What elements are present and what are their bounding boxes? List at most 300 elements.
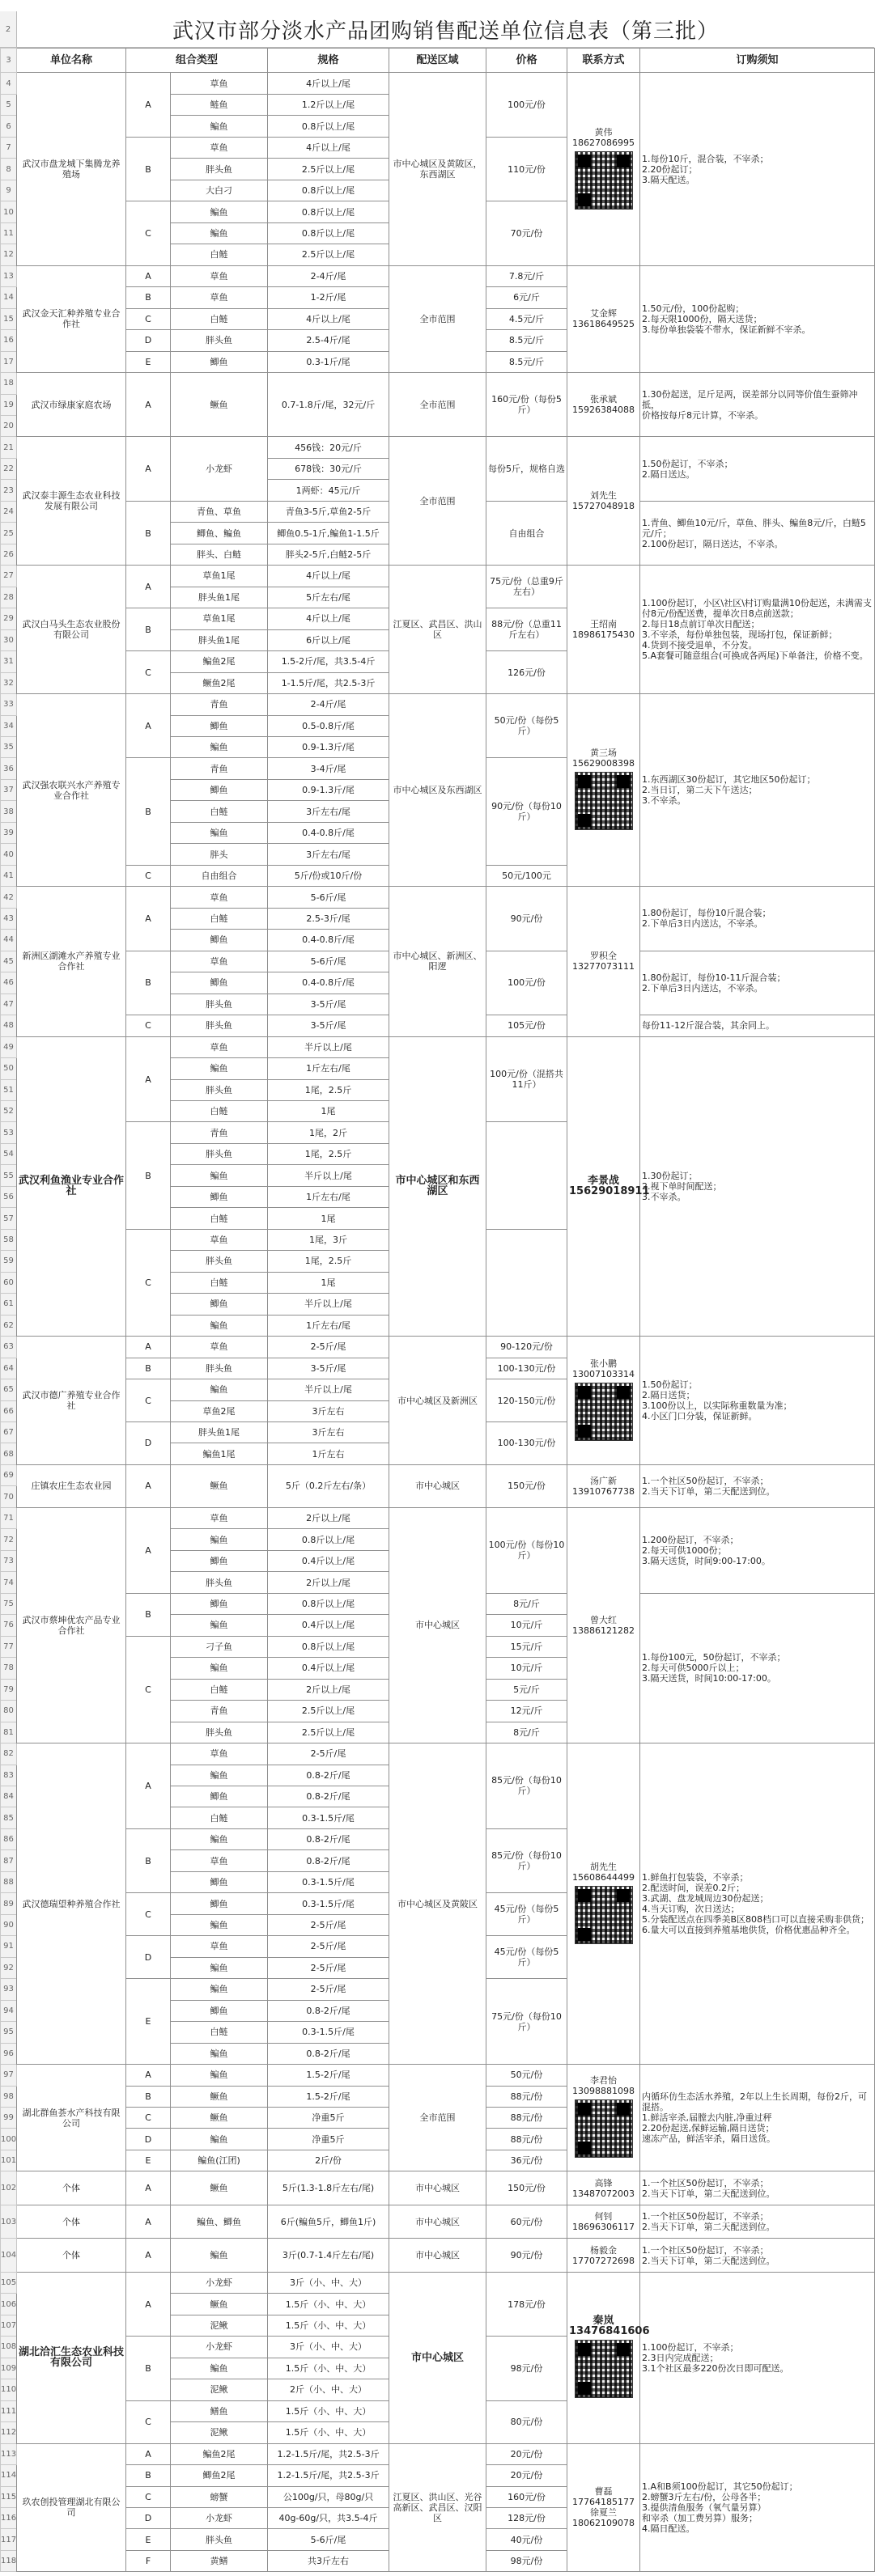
combo-type: A [126,2239,171,2272]
spec: 3斤(0.7-1.4斤左右/尾) [268,2239,389,2272]
contact: 秦岚 13476841606 [567,2272,640,2443]
spec: 胖头2-5斤,白鲢2-5斤 [268,544,389,565]
unit-name: 湖北群鱼荟水产科技有限公司 [17,2065,126,2171]
fish-type: 小龙虾 [171,437,268,501]
fish-type: 鳜鱼2尾 [171,672,268,693]
combo-type: C [126,1229,171,1336]
price: 150元/份 [486,1464,567,1507]
spec: 3-4斤/尾 [268,758,389,779]
spec: 1尾，2斤 [268,1122,389,1143]
unit-name: 个体 [17,2205,126,2238]
row-number: 36 [1,758,17,779]
fish-type: 草鱼 [171,1229,268,1250]
fish-type: 鳊鱼(江团) [171,2150,268,2171]
row-number: 46 [1,972,17,994]
row-number: 22 [1,458,17,479]
delivery-area: 市中心城区、新洲区、阳逻 [389,887,486,1036]
order-notes: 每份11-12斤混合装，其余同上。 [640,1015,875,1036]
combo-type: B [126,1593,171,1636]
sheet-title: 武汉市部分淡水产品团购销售配送单位信息表（第三批） [172,19,719,44]
combo-type: C [126,308,171,329]
title-row [0,11,874,48]
spec: 3-5斤/尾 [268,1015,389,1036]
combo-type: B [126,2465,171,2486]
row-number: 73 [1,1550,17,1571]
row-number: 53 [1,1122,17,1143]
spec: 1斤左右/尾 [268,1058,389,1079]
spec: 2斤以上/尾 [268,1507,389,1528]
row-number: 40 [1,844,17,865]
spec: 0.3-1.5斤/尾 [268,2022,389,2043]
price: 90-120元/份 [486,1337,567,1358]
spec: 2-5斤/尾 [268,1914,389,1935]
combo-type: A [126,694,171,758]
combo-type: C [126,2400,171,2443]
unit-name: 武汉泰丰源生态农业科技发展有限公司 [17,437,126,566]
column-header: 订购须知 [640,49,875,73]
contact: 张小鹏 13007103314 [567,1337,640,1465]
combo-type: C [126,1379,171,1422]
table-row [1,373,875,394]
price: 178元/份 [486,2272,567,2336]
spec: 1.5-2斤/尾 [268,2086,389,2107]
row-number: 50 [1,1058,17,1079]
row-number: 60 [1,1272,17,1293]
contact: 刘先生 15727048918 [567,437,640,566]
row-number: 118 [1,2550,17,2571]
delivery-area: 全市范围 [389,265,486,372]
delivery-area: 全市范围 [389,373,486,437]
fish-type: 胖头鱼 [171,1015,268,1036]
table-row [1,1337,875,1358]
row-number: 103 [1,2205,17,2238]
combo-type: C [126,865,171,886]
fish-type: 胖头鱼 [171,1251,268,1272]
spec: 2.5斤以上/尾 [268,159,389,180]
combo-type: A [126,1743,171,1829]
row-number: 31 [1,651,17,672]
row-number: 113 [1,2443,17,2464]
price: 88元/份 [486,2108,567,2129]
fish-type: 胖头鱼 [171,1079,268,1100]
row-number: 16 [1,330,17,351]
spec: 1尾 [268,1100,389,1121]
spec: 0.8-2斤/尾 [268,1828,389,1849]
row-number: 54 [1,1143,17,1164]
row-number: 17 [1,351,17,372]
fish-type: 胖头鱼 [171,1143,268,1164]
spec: 1.5-2斤/尾 [268,2065,389,2086]
fish-type: 草鱼1尾 [171,608,268,629]
spec: 0.8-2斤/尾 [268,2000,389,2021]
combo-type: B [126,1358,171,1379]
spec: 2-5斤/尾 [268,1743,389,1765]
row-number: 114 [1,2465,17,2486]
row-number: 112 [1,2422,17,2443]
spec: 1-2斤/尾 [268,287,389,308]
spec: 1.5斤（小、中、大） [268,2400,389,2421]
spec: 2-5斤/尾 [268,1957,389,1978]
row-number: 91 [1,1936,17,1957]
order-notes: 1.50份起订； 2.隔日送货； 3.100份以上，以实际称重数量为准； 4.小区门口分装，保证新鲜。 [640,1337,875,1465]
fish-type: 鲫鱼 [171,351,268,372]
spec: 2.5斤以上/尾 [268,1701,389,1722]
fish-type: 小龙虾 [171,2507,268,2528]
price: 100-130元/份 [486,1358,567,1379]
row-number: 110 [1,2379,17,2400]
fish-type: 鳊鱼、鲫鱼 [171,2205,268,2238]
fish-type: 泥鳅 [171,2315,268,2336]
row-number: 23 [1,480,17,501]
table-row [1,265,875,286]
contact: 杨毅金 17707272698 [567,2239,640,2272]
row-number: 108 [1,2337,17,2358]
order-notes: 内循环仿生态活水养殖，2年以上生长周期，每份2斤，可混搭。 1.鲜活宰杀,届膛去内脏,净重过秤 2.20份起送,保鲜运输,隔日送货； 速冻产品，鲜活宰杀，隔日送货。 [640,2065,875,2171]
fish-type: 青鱼 [171,758,268,779]
price: 75元/份（总重9斤左右） [486,566,567,608]
price: 自由组合 [486,501,567,565]
order-notes: 1.80份起订，每份10斤混合装； 2.下单后3日内送达，不宰杀。 [640,887,875,951]
combo-type: E [126,2529,171,2550]
spec: 1.2斤以上/尾 [268,94,389,115]
fish-type: 鲫鱼 [171,715,268,736]
row-number: 29 [1,608,17,629]
row-number: 21 [1,437,17,458]
fish-type: 鳊鱼 [171,2065,268,2086]
fish-type: 鳊鱼 [171,2043,268,2064]
price: 100-130元/份 [486,1422,567,1465]
spec: 0.8斤以上/尾 [268,1636,389,1657]
spec: 1-1.5斤/尾，共2.5-3斤 [268,672,389,693]
unit-name: 武汉金天汇种养殖专业合作社 [17,265,126,372]
fish-type: 白鲢 [171,1272,268,1293]
combo-type: E [126,2150,171,2171]
fish-type: 鳊鱼 [171,1165,268,1186]
combo-type: C [126,2108,171,2129]
combo-type: B [126,1122,171,1229]
contact: 张承斌 15926384088 [567,373,640,437]
row-number: 34 [1,715,17,736]
delivery-area: 江夏区、武昌区、洪山区 [389,566,486,694]
row-number: 66 [1,1400,17,1421]
fish-type: 鳜鱼 [171,2294,268,2315]
row-number: 33 [1,694,17,715]
fish-type: 白鲢 [171,801,268,822]
spec: 鲫鱼0.5-1斤,鳊鱼1-1.5斤 [268,523,389,544]
fish-type: 鲫鱼 [171,1294,268,1315]
row-number: 77 [1,1636,17,1657]
table-row [1,2065,875,2086]
fish-type: 白鲢 [171,1807,268,1828]
combo-type: A [126,887,171,951]
row-number: 106 [1,2294,17,2315]
order-notes: 1.一个社区50份起订，不宰杀； 2.当天下订单，第二天配送到位。 [640,2205,875,2238]
row-number: 62 [1,1315,17,1336]
spec: 1两虾：45元/斤 [268,480,389,501]
price: 8元/斤 [486,1593,567,1614]
spec: 1尾 [268,1272,389,1293]
price: 5元/斤 [486,1679,567,1700]
spec: 2斤/份 [268,2150,389,2171]
table-row [1,49,875,73]
row-number: 89 [1,1893,17,1914]
fish-type: 鳜鱼 [171,373,268,437]
fish-type: 白鲢 [171,1100,268,1121]
price: 128元/份 [486,2507,567,2528]
fish-type: 青鱼 [171,1122,268,1143]
row-number: 7 [1,137,17,158]
row-number: 95 [1,2022,17,2043]
price: 6元/斤 [486,287,567,308]
combo-type: D [126,2129,171,2150]
fish-type: 鳊鱼 [171,822,268,843]
spec: 0.4斤以上/尾 [268,1658,389,1679]
spec: 1.5斤（小、中、大） [268,2294,389,2315]
spec: 1尾 [268,1208,389,1229]
combo-type: C [126,201,171,265]
fish-type: 胖头鱼1尾 [171,629,268,650]
spec: 5斤(1.3-1.8斤左右/尾) [268,2171,389,2205]
row-number: 11 [1,222,17,244]
fish-type: 鳊鱼2尾 [171,651,268,672]
price: 8.5元/斤 [486,351,567,372]
delivery-area: 市中心城区 [389,2205,486,2238]
fish-type: 鲫鱼 [171,1550,268,1571]
spec: 0.7-1.8斤/尾，32元/斤 [268,373,389,437]
spec: 0.4-0.8斤/尾 [268,930,389,951]
combo-type: D [126,1422,171,1465]
spec: 半斤以上/尾 [268,1379,389,1400]
spec: 0.8-2斤/尾 [268,1850,389,1871]
spec: 2-4斤/尾 [268,694,389,715]
combo-type: C [126,651,171,694]
price: 7.8元/斤 [486,265,567,286]
price: 50元/100元 [486,865,567,886]
row-number: 93 [1,1979,17,2000]
row-number: 82 [1,1743,17,1765]
qr-code-icon [575,1886,633,1944]
fish-type: 鳊鱼2尾 [171,2443,268,2464]
combo-type: E [126,1979,171,2065]
fish-type: 草鱼1尾 [171,566,268,587]
order-notes: 1.100份起订，小区\社区\村订购量满10份起送，未满需支付8元/份配送费，提单次日8点前送款； 2.每日18点前订单次日配送； 3.不宰杀，每份单独包装，现场打包，保证新鲜； 4.货到不接受退单，不分发。 5.A套餐可随意组合(可换成各两尾)下单备注，价格不变。 [640,566,875,694]
row-number: 49 [1,1036,17,1057]
spec: 1.2-1.5斤/尾，共2.5-3斤 [268,2443,389,2464]
price: 110元/份 [486,137,567,201]
column-header: 配送区域 [389,49,486,73]
row-number: 80 [1,1701,17,1722]
order-notes: 1.100份起订，不宰杀； 2.3日内完成配送； 3.1个社区最多220份次日即可配送。 [640,2272,875,2443]
spec: 净重5斤 [268,2129,389,2150]
fish-type: 鳊鱼 [171,1957,268,1978]
row-number: 47 [1,994,17,1015]
fish-type: 自由组合 [171,865,268,886]
column-header: 单位名称 [17,49,126,73]
row-number: 28 [1,587,17,608]
combo-type: C [126,1636,171,1743]
spec: 2斤以上/尾 [268,1572,389,1593]
unit-name: 玖农创投管理湖北有限公司 [17,2443,126,2572]
delivery-area: 全市范围 [389,2065,486,2171]
table-row [1,566,875,587]
price: 12元/斤 [486,1701,567,1722]
spec: 6斤以上/尾 [268,629,389,650]
delivery-area: 市中心城区及黄陂区 [389,1743,486,2065]
unit-name: 湖北洽汇生态农业科技有限公司 [17,2272,126,2443]
spec: 2.5斤以上/尾 [268,1722,389,1743]
row-number: 10 [1,201,17,222]
unit-name: 武汉市蔡坤优农产品专业合作社 [17,1507,126,1743]
spec: 1.2-1.5斤/尾，共2.5-3斤 [268,2465,389,2486]
row-number: 109 [1,2358,17,2379]
delivery-area: 全市范围 [389,437,486,566]
spec: 1斤左右/尾 [268,1186,389,1207]
fish-type: 鲫鱼 [171,930,268,951]
combo-type: C [126,1015,171,1036]
fish-type: 鳊鱼 [171,1828,268,1849]
row-number: 42 [1,887,17,908]
row-number: 30 [1,629,17,650]
row-number: 20 [1,415,17,436]
fish-type: 鲫鱼 [171,1893,268,1914]
contact: 李君怡 13098881098 [567,2065,640,2171]
fish-type: 鳊鱼 [171,2239,268,2272]
fish-type: 白鲢 [171,1208,268,1229]
table-row [1,2272,875,2293]
order-notes: 1.一个社区50份起订，不宰杀； 2.当天下订单，第二天配送到位。 [640,2171,875,2205]
fish-type: 鲫鱼、鳊鱼 [171,523,268,544]
fish-type: 草鱼2尾 [171,1400,268,1421]
order-notes: 1.青鱼、鲫鱼10元/斤，草鱼、胖头、鳊鱼8元/斤，白鲢5元/斤； 2.100份起订，隔日送达，不宰杀。 [640,501,875,565]
order-notes: 1.50元/份，100份起购； 2.每天限1000份，隔天送货； 3.每份单独袋装不带水，保证新鲜不宰杀。 [640,265,875,372]
row-number: 48 [1,1015,17,1036]
fish-type: 鳜鱼 [171,2086,268,2107]
combo-type: D [126,1936,171,1979]
price: 160元/份（每份5斤） [486,373,567,437]
fish-type: 鲫鱼 [171,1871,268,1892]
unit-name: 个体 [17,2171,126,2205]
delivery-area: 市中心城区及新洲区 [389,1337,486,1465]
fish-type: 鳊鱼 [171,2129,268,2150]
row-number: 90 [1,1914,17,1935]
price: 100元/份 [486,73,567,137]
price: 每份5斤，规格自选 [486,437,567,501]
row-number: 69 [1,1464,17,1485]
spec: 0.8斤以上/尾 [268,222,389,244]
fish-type: 胖头鱼 [171,2529,268,2550]
combo-type: D [126,2507,171,2528]
price: 15元/斤 [486,1636,567,1657]
spec: 1.5斤（小、中、大） [268,2315,389,2336]
order-notes: 1.A和B须100份起订，其它50份起订； 2.螃蟹3斤左右/份，公母各半； 3.提供清鱼服务（氧气量另算） 和宰杀（加工费另算）服务； 4.隔日配送。 [640,2443,875,2572]
spec: 0.8斤以上/尾 [268,116,389,137]
row-number: 51 [1,1079,17,1100]
spec: 6斤(鳊鱼5斤，鲫鱼1斤) [268,2205,389,2238]
fish-type: 鳜鱼 [171,2108,268,2129]
spec: 公100g/只，母80g/只 [268,2486,389,2507]
spec: 2斤以上/尾 [268,1679,389,1700]
unit-name: 武汉市德广养殖专业合作社 [17,1337,126,1465]
order-notes: 1.东西湖区30份起订，其它地区50份起订； 2.当日订，第二天下午送达； 3.不宰杀。 [640,694,875,887]
row-number: 117 [1,2529,17,2550]
spec: 0.8斤以上/尾 [268,1593,389,1614]
qr-code-icon [575,772,633,830]
fish-type: 鲢鱼 [171,94,268,115]
fish-type: 泥鳅 [171,2379,268,2400]
combo-type: A [126,437,171,501]
combo-type: A [126,1464,171,1507]
spec: 1尾，3斤 [268,1229,389,1250]
fish-type: 鳊鱼 [171,2358,268,2379]
price: 70元/份 [486,201,567,265]
row-number: 81 [1,1722,17,1743]
fish-type: 青鱼 [171,694,268,715]
spec: 净重5斤 [268,2108,389,2129]
row-number: 35 [1,737,17,758]
order-notes: 1.200份起订，不宰杀； 2.每天可供1000份； 3.隔天送货，时间9:00-17:00。 [640,1507,875,1593]
fish-type: 胖头鱼 [171,1722,268,1743]
fish-type: 草鱼 [171,1936,268,1957]
delivery-area: 市中心城区及东西湖区 [389,694,486,887]
order-notes: 1.30份起送，足斤足两，误差部分以同等价值生蚕筛冲抵， 价格按每斤8元计算，不宰杀。 [640,373,875,437]
fish-type: 鲫鱼 [171,972,268,994]
spec: 40g-60g/只，共3.5-4斤 [268,2507,389,2528]
row-number: 101 [1,2150,17,2171]
combo-type: B [126,608,171,651]
row-number: 43 [1,908,17,929]
unit-name: 武汉利鱼渔业专业合作社 [17,1036,126,1337]
spec: 5-6斤/尾 [268,887,389,908]
unit-name: 武汉市绿康家庭农场 [17,373,126,437]
price: 100元/份 [486,951,567,1015]
order-notes: 1.30份起订； 2.视下单时间配送； 3.不宰杀。 [640,1036,875,1337]
row-number: 39 [1,822,17,843]
fish-type: 鲫鱼 [171,1186,268,1207]
spec: 4斤以上/尾 [268,566,389,587]
row-number: 71 [1,1507,17,1528]
row-number: 55 [1,1165,17,1186]
row-number: 86 [1,1828,17,1849]
spec: 共3斤左右 [268,2550,389,2571]
order-notes: 1.一个社区50份起订，不宰杀； 2.当天下订单，第二天配送到位。 [640,1464,875,1507]
fish-type: 胖头鱼1尾 [171,587,268,608]
fish-type: 草鱼 [171,1036,268,1057]
spec: 0.8斤以上/尾 [268,201,389,222]
fish-type: 胖头鱼1尾 [171,1422,268,1443]
spec: 0.4斤以上/尾 [268,1550,389,1571]
spec: 0.5-0.8斤/尾 [268,715,389,736]
row-number: 111 [1,2400,17,2421]
row-number: 4 [1,73,17,94]
fish-type: 鳊鱼 [171,1529,268,1550]
combo-type: A [126,73,171,137]
spec: 0.4-0.8斤/尾 [268,972,389,994]
spec: 1.5-2斤/尾，共3.5-4斤 [268,651,389,672]
spec: 2-5斤/尾 [268,1936,389,1957]
fish-type: 草鱼 [171,287,268,308]
row-number: 59 [1,1251,17,1272]
qr-code-icon [575,2340,633,2398]
spec: 0.4斤以上/尾 [268,1615,389,1636]
fish-type: 草鱼 [171,1743,268,1765]
contact: 曹磊 17764185177 徐夏兰 18062109078 [567,2443,640,2572]
spec: 2-5斤/尾 [268,1979,389,2000]
row-number: 78 [1,1658,17,1679]
fish-type: 鳊鱼 [171,1658,268,1679]
contact: 黄三场 15629008398 [567,694,640,887]
spec: 半斤以上/尾 [268,1294,389,1315]
delivery-area: 江夏区、洪山区、光谷高新区、武昌区、汉阳区 [389,2443,486,2572]
